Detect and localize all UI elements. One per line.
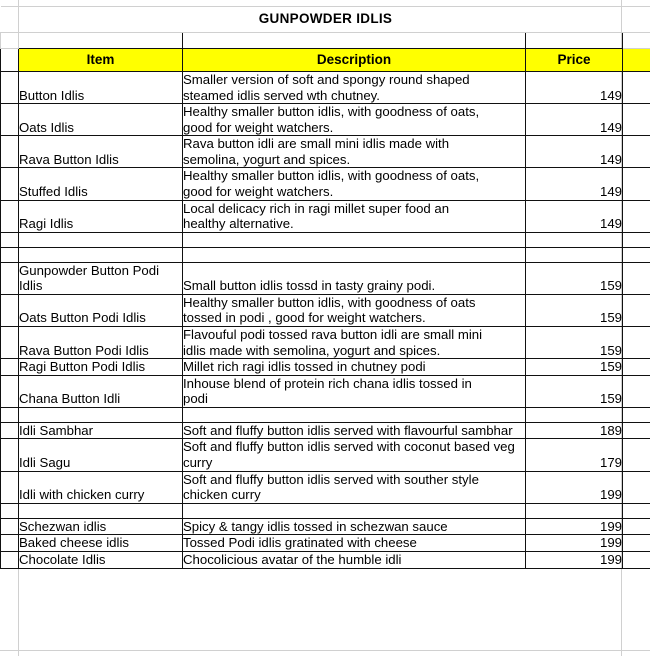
spacer-cell-price (526, 407, 623, 422)
spacer-cell-item (19, 232, 183, 247)
cell-item-name[interactable]: Ragi Button Podi Idlis (19, 359, 183, 376)
row-tail-cell (623, 471, 650, 503)
description-line: idlis made with semolina, yogurt and spices. (183, 342, 441, 358)
table-row[interactable] (1, 200, 650, 232)
cell-price[interactable]: 149 (526, 71, 623, 103)
row-tail-cell (623, 232, 650, 247)
description-line: Soft and fluffy button idlis served with flavourful sambhar (183, 422, 513, 438)
column-header-row (1, 48, 650, 71)
table-row[interactable] (1, 359, 650, 376)
spacer-cell-description (183, 407, 526, 422)
cell-item-name[interactable]: Oats Idlis (19, 104, 183, 136)
row-gutter-cell (1, 439, 19, 471)
cell-description[interactable] (183, 262, 526, 294)
row-gutter-cell (1, 518, 19, 535)
cell-item-name[interactable]: Idli Sagu (19, 439, 183, 471)
row-tail-cell (623, 136, 650, 168)
description-line: Healthy smaller button idlis, with goodness of oats, (183, 104, 480, 120)
row-tail-cell (623, 247, 650, 262)
page-title: GUNPOWDER IDLIS (1, 7, 650, 33)
cell-item-name[interactable]: Schezwan idlis (19, 518, 183, 535)
cell-item-name[interactable]: Idli Sambhar (19, 422, 183, 439)
sheet-gridline-horizontal (0, 650, 650, 651)
spacer-cell-description (183, 503, 526, 518)
description-line: curry (183, 455, 213, 471)
table-row[interactable] (1, 422, 650, 439)
row-gutter-cell (1, 551, 19, 568)
table-row[interactable] (1, 535, 650, 552)
cell-item-name[interactable]: Button Idlis (19, 71, 183, 103)
cell-price[interactable]: 159 (526, 375, 623, 407)
row-gutter-cell (1, 503, 19, 518)
description-line: Smaller version of soft and spongy round shaped (183, 71, 470, 87)
description-line: Local delicacy rich in ragi millet super food an (183, 200, 450, 216)
row-gutter-cell (1, 294, 19, 326)
cell-price[interactable]: 159 (526, 359, 623, 376)
column-header-item[interactable]: Item (19, 48, 183, 71)
row-tail-cell (623, 503, 650, 518)
cell-description[interactable] (183, 136, 526, 168)
row-gutter-cell (1, 262, 19, 294)
description-line: Soft and fluffy button idlis served with souther style (183, 471, 479, 487)
row-tail-cell (623, 168, 650, 200)
description-line: Chocolicious avatar of the humble idli (183, 551, 402, 567)
spacer-cell-price (526, 503, 623, 518)
row-gutter-cell (1, 168, 19, 200)
cell-description[interactable] (183, 375, 526, 407)
row-tail-cell (623, 294, 650, 326)
description-line: good for weight watchers. (183, 119, 334, 135)
row-gutter-cell (1, 32, 19, 48)
spacer-cell-item (19, 247, 183, 262)
cell-item-name[interactable]: Stuffed Idlis (19, 168, 183, 200)
description-line: healthy alternative. (183, 216, 294, 232)
description-line: Inhouse blend of protein rich chana idlis tossed in (183, 375, 472, 391)
cell-description[interactable] (183, 535, 526, 552)
cell-description[interactable] (183, 439, 526, 471)
cell-item-name[interactable]: Idli with chicken curry (19, 471, 183, 503)
cell-price[interactable]: 149 (526, 136, 623, 168)
cell-description[interactable] (183, 359, 526, 376)
description-line: Spicy & tangy idlis tossed in schezwan sauce (183, 518, 448, 534)
cell-price[interactable]: 149 (526, 168, 623, 200)
row-tail-cell (623, 71, 650, 103)
row-gutter-cell (1, 136, 19, 168)
cell-description[interactable] (183, 71, 526, 103)
cell-description[interactable] (183, 551, 526, 568)
description-line: tossed in podi , good for weight watchers. (183, 310, 426, 326)
table-row[interactable] (1, 327, 650, 359)
table-row[interactable] (1, 168, 650, 200)
row-gutter-cell (1, 48, 19, 71)
cell-price[interactable]: 159 (526, 294, 623, 326)
row-gutter-cell (1, 200, 19, 232)
row-tail-cell (623, 551, 650, 568)
cell-item-name[interactable]: Oats Button Podi Idlis (19, 294, 183, 326)
row-gutter-cell (1, 375, 19, 407)
header-spacer-cell-item (19, 32, 183, 48)
cell-description[interactable] (183, 518, 526, 535)
cell-description[interactable] (183, 104, 526, 136)
row-tail-cell (623, 32, 650, 48)
row-gutter-cell (1, 327, 19, 359)
spacer-cell-description (183, 232, 526, 247)
table-row[interactable] (1, 294, 650, 326)
cell-description[interactable] (183, 168, 526, 200)
spacer-cell-description (183, 247, 526, 262)
row-tail-cell (623, 200, 650, 232)
cell-price[interactable]: 159 (526, 262, 623, 294)
cell-description[interactable] (183, 471, 526, 503)
cell-item-name[interactable]: Ragi Idlis (19, 200, 183, 232)
table-row[interactable] (1, 471, 650, 503)
cell-description[interactable] (183, 327, 526, 359)
spacer-cell-item (19, 503, 183, 518)
table-row[interactable] (1, 262, 650, 294)
description-line: chicken curry (183, 487, 261, 503)
spacer-cell-price (526, 232, 623, 247)
spacer-cell-item (19, 407, 183, 422)
header-spacer-cell-price (526, 32, 623, 48)
description-line: Rava button idli are small mini idlis made with (183, 136, 450, 152)
table-row[interactable] (1, 439, 650, 471)
description-line: Flavouful podi tossed rava button idli are small mini (183, 327, 483, 343)
row-tail-cell (623, 359, 650, 376)
cell-price[interactable]: 159 (526, 327, 623, 359)
description-line: semolina, yogurt and spices. (183, 151, 351, 167)
row-gutter-cell (1, 359, 19, 376)
cell-price[interactable]: 149 (526, 200, 623, 232)
row-tail-cell (623, 104, 650, 136)
cell-price[interactable]: 199 (526, 535, 623, 552)
spacer-row (1, 503, 650, 518)
column-header-price[interactable]: Price (526, 48, 623, 71)
description-line: Soft and fluffy button idlis served with coconut based veg (183, 439, 515, 455)
row-gutter-cell (1, 422, 19, 439)
row-tail-cell (623, 407, 650, 422)
table-row[interactable] (1, 136, 650, 168)
cell-item-name[interactable]: Rava Button Idlis (19, 136, 183, 168)
table-row[interactable] (1, 375, 650, 407)
description-line: Healthy smaller button idlis, with goodness of oats (183, 294, 476, 310)
table-row[interactable] (1, 551, 650, 568)
description-line: Tossed Podi idlis gratinated with cheese (183, 535, 417, 551)
spacer-row (1, 407, 650, 422)
table-row[interactable] (1, 104, 650, 136)
header-spacer-cell-description (183, 32, 526, 48)
description-line: Millet rich ragi idlis tossed in chutney podi (183, 359, 426, 375)
cell-price[interactable]: 179 (526, 439, 623, 471)
table-row[interactable] (1, 518, 650, 535)
cell-description[interactable] (183, 200, 526, 232)
description-line: Healthy smaller button idlis, with goodness of oats, (183, 168, 480, 184)
row-gutter-cell (1, 535, 19, 552)
column-header-description[interactable]: Description (183, 48, 526, 71)
cell-description[interactable] (183, 422, 526, 439)
row-tail-cell (623, 375, 650, 407)
row-gutter-cell (1, 71, 19, 103)
description-line: Small button idlis tossd in tasty grainy podi. (183, 278, 436, 294)
cell-item-name[interactable]: Gunpowder Button Podi Idlis (19, 262, 183, 294)
cell-price[interactable]: 199 (526, 471, 623, 503)
menu-table-body (1, 0, 650, 568)
row-tail-cell (623, 535, 650, 552)
spacer-cell-price (526, 247, 623, 262)
header-spacer-row (1, 32, 650, 48)
row-gutter-cell (1, 407, 19, 422)
cell-item-name[interactable]: Rava Button Podi Idlis (19, 327, 183, 359)
cell-price[interactable]: 199 (526, 551, 623, 568)
row-tail-cell (623, 422, 650, 439)
table-row[interactable] (1, 71, 650, 103)
description-line: podi (183, 391, 208, 407)
cell-price[interactable]: 199 (526, 518, 623, 535)
cell-item-name[interactable]: Chocolate Idlis (19, 551, 183, 568)
row-gutter-cell (1, 247, 19, 262)
row-tail-cell (623, 48, 650, 71)
row-tail-cell (623, 327, 650, 359)
row-tail-cell (623, 262, 650, 294)
row-gutter-cell (1, 104, 19, 136)
spacer-row (1, 232, 650, 247)
row-tail-cell (623, 439, 650, 471)
cell-price[interactable]: 189 (526, 422, 623, 439)
cell-price[interactable]: 149 (526, 104, 623, 136)
cell-item-name[interactable]: Chana Button Idli (19, 375, 183, 407)
row-gutter-cell (1, 471, 19, 503)
description-line: good for weight watchers. (183, 183, 334, 199)
title-row (1, 7, 650, 33)
cell-description[interactable] (183, 294, 526, 326)
row-gutter-cell (1, 232, 19, 247)
spacer-row (1, 247, 650, 262)
cell-item-name[interactable]: Baked cheese idlis (19, 535, 183, 552)
description-line: steamed idlis served wth chutney. (183, 87, 380, 103)
row-tail-cell (623, 518, 650, 535)
